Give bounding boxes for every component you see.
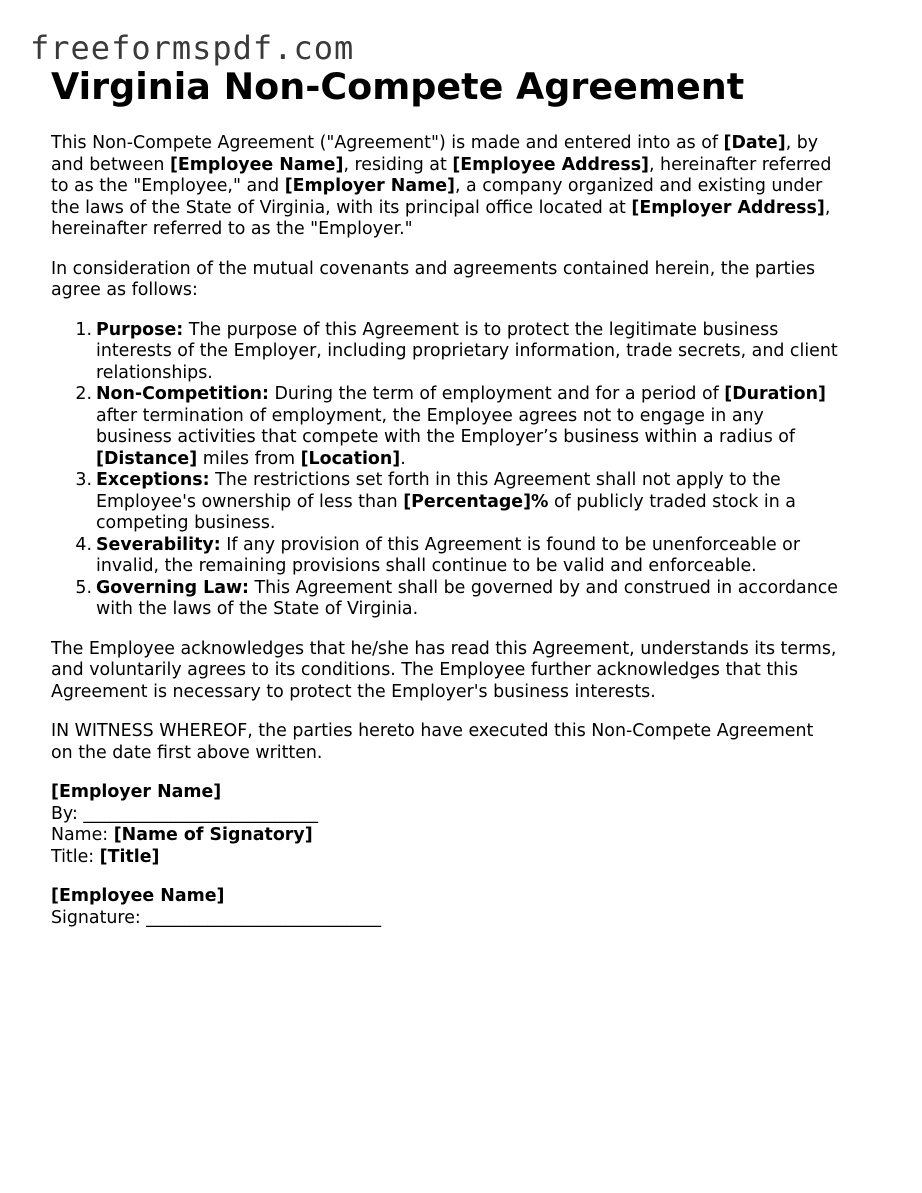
text-run: Name: — [51, 825, 114, 845]
text-run: Title: — [51, 846, 100, 867]
site-watermark: freeformspdf.com — [30, 29, 355, 67]
text-run: to as the "Employee," and — [51, 176, 285, 196]
text-line — [51, 847, 871, 869]
text-run: This Non-Compete Agreement ("Agreement") is made and entered into as of — [51, 133, 724, 153]
text-run: the laws of the State of Virginia, with its principal office located at — [51, 197, 632, 218]
bold-field-text: Governing Law: — [96, 577, 249, 598]
bold-field-text: [Employer Address] — [631, 197, 825, 218]
text-run: business activities that compete with the Employer’s business within a radius of — [96, 427, 796, 447]
text-run: interests of the Employer, including proprietary information, trade secrets, and client — [96, 341, 838, 361]
text-run: Agreement is necessary to protect the Employer's business interests. — [51, 681, 656, 702]
bold-field-text: [Name of Signatory] — [113, 825, 313, 845]
bold-field-text: [Employer Name] — [51, 782, 222, 802]
text-line — [51, 198, 871, 220]
bold-field-text: [Date] — [723, 133, 786, 153]
text-run: The restrictions set forth in this Agreement shall not apply to the — [209, 470, 781, 490]
text-run: , by — [785, 133, 819, 153]
bold-field-text: [Percentage]% — [403, 491, 549, 512]
witness-paragraph — [51, 721, 871, 764]
document-body — [51, 133, 871, 947]
acknowledgement-paragraph — [51, 639, 871, 704]
text-line — [96, 320, 871, 342]
text-line — [51, 782, 871, 804]
employer-signature-block — [51, 782, 871, 868]
text-line — [96, 470, 871, 492]
document-title: Virginia Non-Compete Agreement — [51, 65, 745, 108]
text-run: hereinafter referred to as the "Employer." — [51, 219, 413, 239]
text-run: miles from — [197, 448, 301, 469]
bold-field-text: Severability: — [96, 534, 221, 555]
text-line — [96, 341, 871, 363]
term-item — [51, 470, 871, 535]
text-run: of publicly traded stock in a — [548, 491, 796, 512]
terms-list — [51, 320, 871, 621]
bold-field-text: [Employee Name] — [51, 886, 225, 906]
text-line — [96, 363, 871, 385]
employee-signature-block — [51, 886, 871, 929]
term-item — [51, 384, 871, 470]
bold-field-text: Exceptions: — [96, 470, 210, 490]
text-line — [96, 406, 871, 428]
term-item — [51, 535, 871, 578]
term-number: 4. — [75, 534, 92, 555]
term-number: 2. — [75, 384, 92, 404]
text-run: with the laws of the State of Virginia. — [96, 599, 419, 619]
text-run: In consideration of the mutual covenants and agreements contained herein, the parties — [51, 258, 816, 279]
bold-field-text: [Title] — [99, 846, 160, 867]
bold-field-text: [Employer Name] — [284, 176, 455, 196]
text-line — [51, 682, 871, 704]
text-run: , residing at — [343, 154, 453, 175]
text-run: competing business. — [96, 513, 276, 533]
text-run: and voluntarily agrees to its conditions. The Employee further acknowledges that this — [51, 660, 799, 680]
text-run: , a company organized and existing under — [454, 176, 823, 196]
text-line — [96, 384, 871, 406]
bold-field-text: [Duration] — [724, 384, 826, 404]
text-run: relationships. — [96, 362, 213, 383]
text-run: . — [400, 448, 406, 469]
intro-paragraph — [51, 133, 871, 241]
term-item — [51, 578, 871, 621]
term-number: 5. — [75, 577, 92, 598]
text-run: and between — [51, 154, 170, 175]
text-run: after termination of employment, the Employee agrees not to engage in any — [96, 405, 764, 426]
text-line — [51, 176, 871, 198]
text-line — [96, 449, 871, 471]
text-line — [51, 155, 871, 177]
text-line — [96, 556, 871, 578]
text-run: During the term of employment and for a period of — [269, 384, 725, 404]
text-line — [96, 427, 871, 449]
text-line — [51, 639, 871, 661]
consideration-paragraph — [51, 259, 871, 302]
text-line — [51, 133, 871, 155]
term-number: 1. — [75, 319, 92, 340]
text-line — [96, 535, 871, 557]
text-line — [51, 804, 871, 826]
bold-field-text: [Employee Address] — [452, 154, 649, 175]
text-run: invalid, the remaining provisions shall continue to be valid and enforceable. — [96, 556, 757, 576]
text-line — [96, 578, 871, 600]
text-line — [51, 219, 871, 241]
text-run: By: ___________________________ — [51, 803, 319, 824]
text-line — [51, 721, 871, 743]
text-run: If any provision of this Agreement is found to be unenforceable or — [220, 534, 800, 555]
text-run: The purpose of this Agreement is to protect the legitimate business — [183, 319, 779, 340]
text-run: IN WITNESS WHEREOF, the parties hereto have executed this Non-Compete Agreement — [51, 721, 814, 741]
text-run: The Employee acknowledges that he/she has read this Agreement, understands its terms, — [51, 638, 837, 659]
text-line — [51, 825, 871, 847]
text-run: on the date first above written. — [51, 742, 323, 763]
text-line — [96, 492, 871, 514]
bold-field-text: Non-Competition: — [96, 384, 270, 404]
bold-field-text: [Employee Name] — [169, 154, 344, 175]
bold-field-text: [Location] — [300, 448, 401, 469]
text-line — [51, 743, 871, 765]
text-run: This Agreement shall be governed by and construed in accordance — [249, 577, 838, 598]
text-line — [51, 908, 871, 930]
text-run: , — [824, 197, 831, 218]
text-run: agree as follows: — [51, 280, 198, 300]
text-line — [51, 886, 871, 908]
text-run: , hereinafter referred — [649, 154, 832, 175]
text-line — [96, 599, 871, 621]
term-item — [51, 320, 871, 385]
bold-field-text: [Distance] — [96, 448, 198, 469]
text-line — [51, 660, 871, 682]
bold-field-text: Purpose: — [96, 319, 184, 340]
term-number: 3. — [75, 470, 92, 490]
text-line — [51, 280, 871, 302]
text-run: Employee's ownership of less than — [96, 491, 404, 512]
text-line — [96, 513, 871, 535]
text-run: Signature: ___________________________ — [51, 907, 382, 928]
text-line — [51, 259, 871, 281]
